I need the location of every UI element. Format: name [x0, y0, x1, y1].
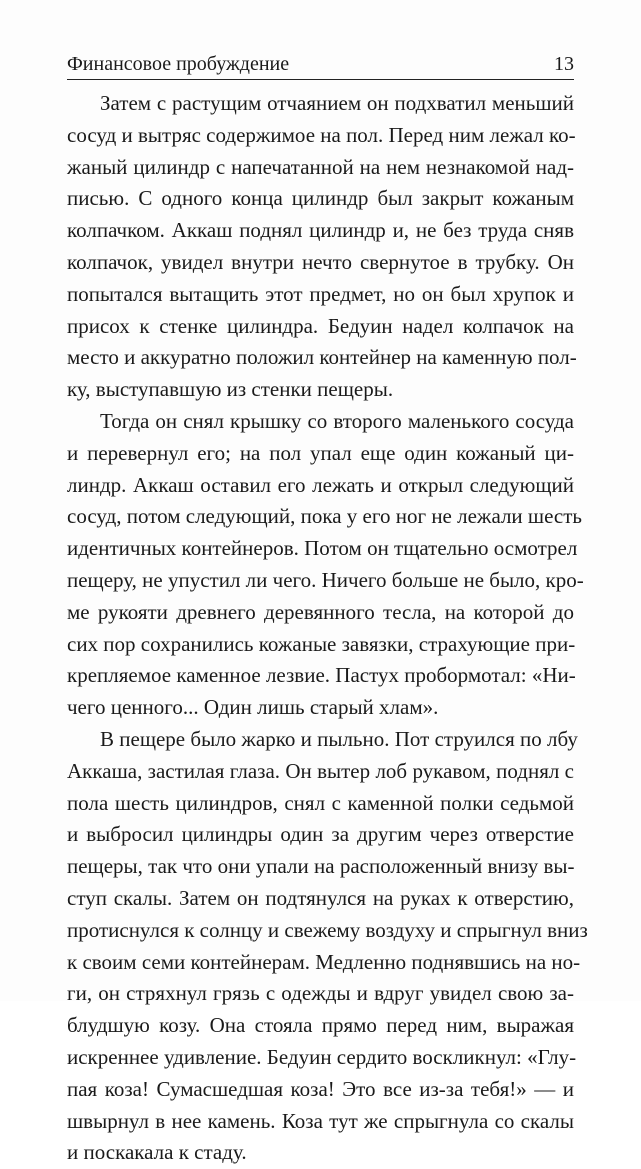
- header-rule: [67, 79, 574, 80]
- page-number: 13: [554, 53, 574, 75]
- text-line: ме рукояти древнего деревянного тесла, на которой до: [67, 599, 574, 624]
- text-line: пая коза! Сумасшедшая коза! Это все из-за тебя!» — и: [67, 1076, 574, 1101]
- text-line: ги, он стряхнул грязь с одежды и вдруг увидел свою за-: [67, 981, 574, 1006]
- text-line: ступ скалы. Затем он подтянулся на руках к отверстию,: [67, 885, 574, 910]
- text-line: колпачком. Аккаш поднял цилиндр и, не без труда сняв: [67, 218, 574, 243]
- text-line: В пещере было жарко и пыльно. Пот струился по лбу: [100, 726, 578, 751]
- text-line: к своим семи контейнерам. Медленно поднявшись на но-: [67, 949, 581, 974]
- text-line: Тогда он снял крышку со второго маленького сосуда: [100, 408, 574, 433]
- text-line: и поскакала к стаду.: [67, 1140, 247, 1165]
- text-line: блудшую козу. Она стояла прямо перед ним, выражая: [67, 1013, 574, 1038]
- text-line: пещеры, так что они упали на расположенный внизу вы-: [67, 854, 575, 879]
- text-line: Затем с растущим отчаянием он подхватил меньший: [100, 91, 574, 115]
- text-line: жаный цилиндр с напечатанной на нем незнакомой над-: [67, 154, 574, 179]
- text-line: Аккаша, застилая глаза. Он вытер лоб рукавом, поднял с: [67, 758, 574, 783]
- text-line: место и аккуратно положил контейнер на каменную пол-: [67, 345, 577, 370]
- text-line: и перевернул его; на пол упал еще один кожаный ци-: [67, 440, 574, 465]
- text-line: и выбросил цилиндры один за другим через отверстие: [67, 822, 574, 847]
- text-line: писью. С одного конца цилиндр был закрыт кожаным: [67, 186, 574, 211]
- running-head: [67, 48, 574, 76]
- text-line: чего ценного... Один лишь старый хлам».: [67, 695, 439, 720]
- text-line: протиснулся к солнцу и свежему воздуху и спрыгнул вниз: [67, 917, 588, 942]
- text-line: ку, выступавшую из стенки пещеры.: [67, 377, 394, 402]
- text-line: идентичных контейнеров. Потом он тщательно осмотрел: [67, 536, 578, 561]
- text-line: искреннее удивление. Бедуин сердито воскликнул: «Глу-: [67, 1044, 577, 1069]
- text-line: пола шесть цилиндров, снял с каменной полки седьмой: [67, 790, 574, 815]
- text-line: пещеру, не упустил ли чего. Ничего больше не было, кро-: [67, 567, 584, 592]
- body-text: [67, 88, 588, 1169]
- text-line: крепляемое каменное лезвие. Пастух пробормотал: «Ни-: [67, 663, 576, 688]
- text-line: линдр. Аккаш оставил его лежать и открыл следующий: [67, 472, 574, 497]
- text-line: сих пор сохранились кожаные завязки, страхующие при-: [67, 631, 576, 656]
- text-line: сосуд и вытряс содержимое на пол. Перед ним лежал ко-: [67, 122, 576, 147]
- text-line: сосуд, потом следующий, пока у его ног не лежали шесть: [67, 504, 583, 529]
- text-line: присох к стенке цилиндра. Бедуин надел колпачок на: [67, 313, 574, 338]
- text-line: колпачок, увидел внутри нечто свернутое в трубку. Он: [67, 249, 574, 274]
- text-line: швырнул в нее камень. Коза тут же спрыгнула со скалы: [67, 1108, 574, 1133]
- running-head-title: Финансовое пробуждение: [67, 53, 290, 75]
- text-line: попытался вытащить этот предмет, но он был хрупок и: [67, 281, 574, 306]
